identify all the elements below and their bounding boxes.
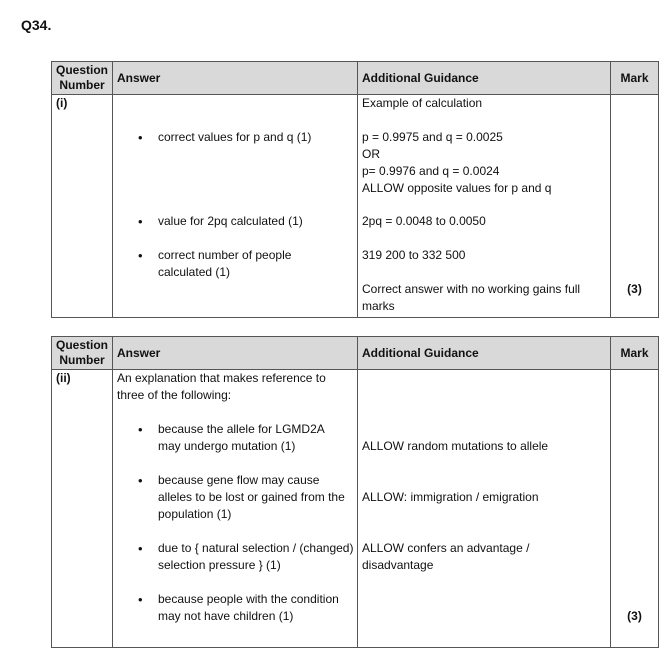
guidance-text: Correct answer with no working gains full marks <box>362 282 581 313</box>
answer-row <box>52 370 659 648</box>
question-number: (i) <box>52 95 113 318</box>
header-mark: Mark <box>611 337 659 370</box>
answer-bullet: • because gene flow may cause alleles to be lost or gained from the population (1) <box>117 472 353 523</box>
guidance-text: ALLOW random mutations to allele <box>362 439 549 453</box>
header-row <box>52 337 659 370</box>
header-guidance: Additional Guidance <box>358 337 611 370</box>
guidance-text: 2pq = 0.0048 to 0.0050 <box>362 214 486 228</box>
header-answer: Answer <box>113 62 358 95</box>
guidance-text: ALLOW confers an advantage / disadvantage <box>362 541 530 572</box>
answer-bullet: • value for 2pq calculated (1) <box>117 213 393 230</box>
answer-cell <box>113 95 358 318</box>
mark-cell <box>611 370 659 648</box>
guidance-example: Example of calculation <box>362 96 483 110</box>
answer-bullet: • correct number of people calculated (1) <box>117 247 328 281</box>
header-guidance: Additional Guidance <box>358 62 611 95</box>
guidance-text: OR <box>362 147 380 161</box>
header-row <box>52 62 659 95</box>
guidance-text: 319 200 to 332 500 <box>362 248 466 262</box>
mark-value: (3) <box>627 282 642 296</box>
header-mark: Mark <box>611 62 659 95</box>
answer-bullet: • due to { natural selection / (changed) selection pressure } (1) <box>117 540 358 574</box>
guidance-cell <box>358 95 611 318</box>
header-answer: Answer <box>113 337 358 370</box>
markscheme-table-part-ii <box>51 336 659 648</box>
answer-bullet: • because people with the condition may not have children (1) <box>117 591 343 625</box>
guidance-cell <box>358 370 611 648</box>
answer-cell <box>113 370 358 648</box>
markscheme-table-part-i <box>51 61 659 318</box>
mark-value: (3) <box>627 609 642 623</box>
guidance-text: p = 0.9975 and q = 0.0025 <box>362 130 503 144</box>
header-question-number: Question Number <box>52 62 113 95</box>
mark-cell <box>611 95 659 318</box>
answer-intro: An explanation that makes reference to three of the following: <box>117 371 326 402</box>
answer-row <box>52 95 659 318</box>
question-number: (ii) <box>52 370 113 648</box>
answer-bullet: • because the allele for LGMD2A may undergo mutation (1) <box>117 421 343 455</box>
guidance-text: p= 0.9976 and q = 0.0024 <box>362 164 500 178</box>
guidance-text: ALLOW: immigration / emigration <box>362 490 539 504</box>
answer-bullet: • correct values for p and q (1) <box>117 129 393 146</box>
guidance-text: ALLOW opposite values for p and q <box>362 181 552 195</box>
question-title: Q34. <box>21 17 52 33</box>
header-question-number: Question Number <box>52 337 113 370</box>
